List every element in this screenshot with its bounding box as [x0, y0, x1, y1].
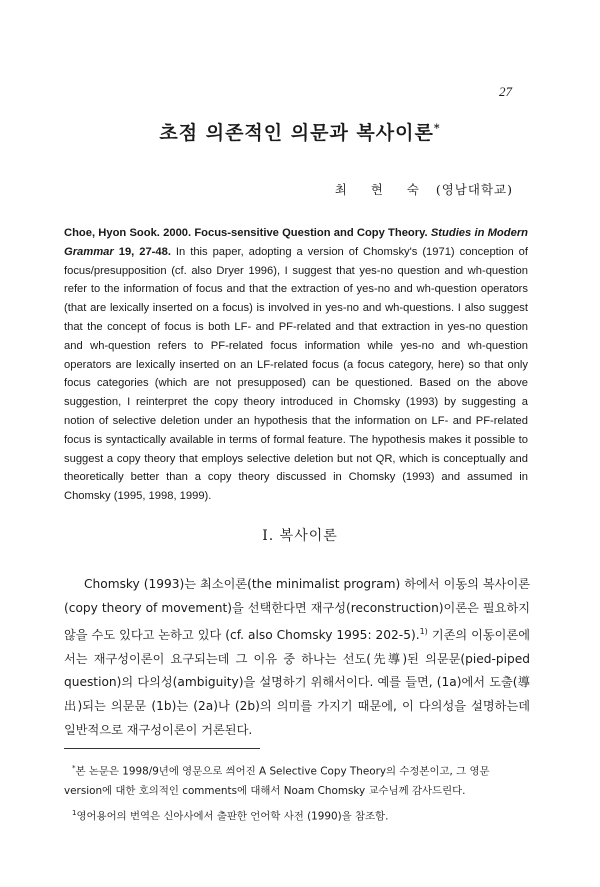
author-line: [335, 180, 513, 198]
title-text: 초점 의존적인 의문과 복사이론: [159, 122, 434, 144]
footnote-1: [64, 803, 530, 826]
body-paragraph: [64, 573, 530, 742]
author-affiliation: (영남대학교): [435, 182, 513, 197]
footnote-mark: 1: [72, 809, 77, 818]
author-name: 최 현 숙: [334, 182, 429, 197]
abstract-journal: Studies in Modern Grammar: [64, 227, 529, 258]
section-heading: I. 복사이론: [262, 528, 338, 544]
footnote-mark: *: [72, 764, 76, 772]
body-text-part-2: 기존의 이동이론에서는 재구성이론이 요구되는데 그 이유 중 하나는 선도(先導)된 의문문(pied-piped question)의 다의성(ambiguity)을 설명하기 위해서이다. 예를 들면, (1a)에서 도출(導出)되는 의문문 (1b)는 (2a)나 (2b)의 의미를 가지기 때문에, 이 다의성을 설명하는데 일반적으로 재구성이론이 거론된다.: [64, 628, 530, 737]
footnote-text: 본 논문은 1998/9년에 영문으로 씌어진 A Selective Copy Theory의 수정본이고, 그 영문 version에 대한 호의적인 comments에 대해서 Noam Chomsky 교수님께 감사드린다.: [64, 765, 490, 798]
paper-title: [0, 118, 600, 145]
abstract-text: In this paper, adopting a version of Chomsky's (1971) conception of focus/presupposition (cf. also Dryer 1996), I suggest that yes-no question and wh-question refer to the information of focus and that the extraction of yes-no and wh-question operators (that are lexically inserted on a focus) is involved in yes-no and wh-questions. I also suggest that the concept of focus is both LF- and PF-related and that extraction in yes-no question and wh-question refers to PF-related focus information while yes-no and wh-question operators are lexically inserted on an LF-related focus (a focus category, here) so that only focus categories (which are not presupposed) can be questioned. Based on the above suggestion, I reinterpret the copy theory introduced in Chomsky (1993) by suggesting a notion of selective deletion under an hypothesis that the information on LF- and PF-related focus is syntactically available in terms of formal feature. The hypothesis makes it possible to suggest a copy theory that employs selective deletion but not QR, which is conceptually and theoretically better than a copy theory discussed in Chomsky (1993) and assumed in Chomsky (1995, 1998, 1999).: [64, 245, 529, 503]
abstract-volume: 19, 27-48.: [118, 245, 171, 258]
footnotes: [64, 758, 530, 827]
page-number: 27: [499, 84, 512, 99]
footnote-reference: 1): [419, 627, 428, 637]
abstract-citation: Choe, Hyon Sook. 2000. Focus-sensitive Question and Copy Theory.: [64, 227, 428, 239]
footnote-divider: [64, 748, 260, 749]
footnote-star: [64, 758, 530, 801]
abstract: [64, 224, 528, 506]
body-text-part-1: Chomsky (1993)는 최소이론(the minimalist program) 하에서 이동의 복사이론(copy theory of movement)을 선택한다면 재구성(reconstruction)이론은 필요하지 않을 수도 있다고 논하고 있다 (cf. also Chomsky 1995: 202-5).: [64, 577, 530, 643]
footnote-text: 영어용어의 번역은 신아사에서 출판한 언어학 사전 (1990)을 참조함.: [76, 810, 389, 823]
title-footnote-mark: *: [433, 121, 441, 135]
